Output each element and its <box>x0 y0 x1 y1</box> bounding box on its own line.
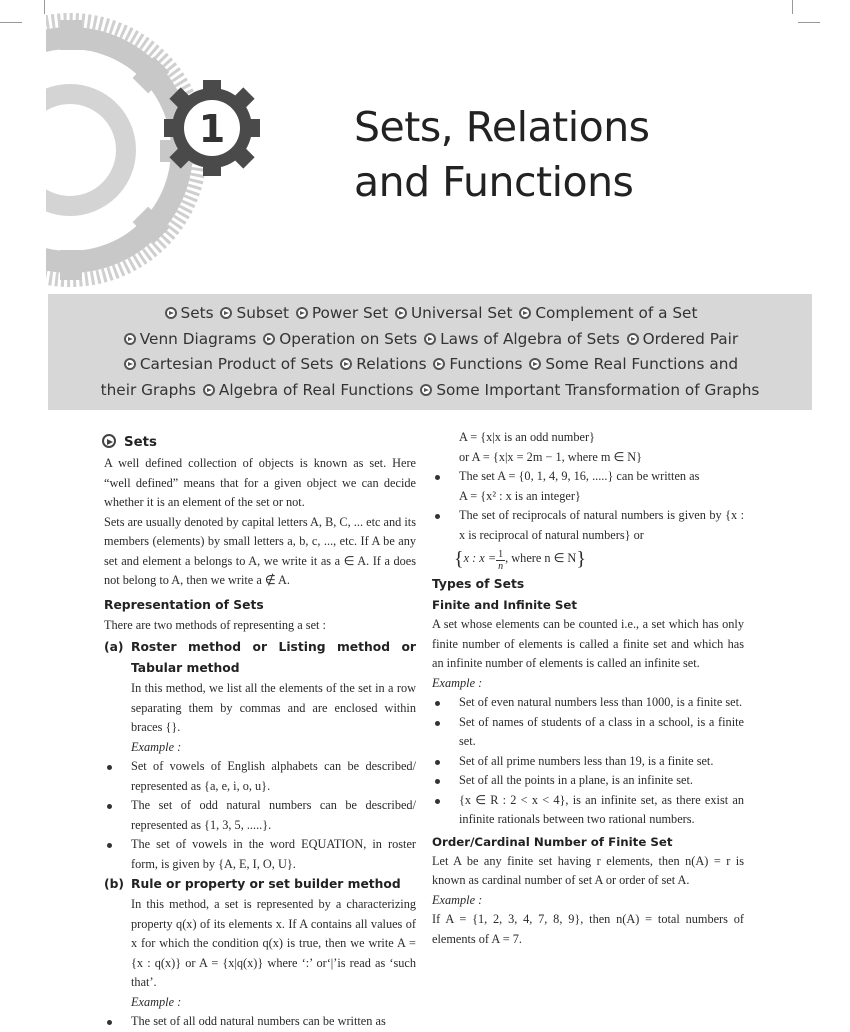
method-a-heading: (a) Roster method or Listing method or Tabular method <box>104 640 416 675</box>
chapter-number: 1 <box>198 107 226 151</box>
bullet-arrow-icon <box>627 333 639 345</box>
gear-decoration-icon <box>0 0 300 290</box>
topics-line <box>48 378 812 404</box>
topic-item: Ordered Pair <box>642 329 739 348</box>
chapter-title <box>354 100 650 210</box>
bullet-arrow-icon <box>220 307 232 319</box>
topics-line <box>48 301 812 327</box>
bullet-arrow-icon <box>420 384 432 396</box>
bullet-arrow-icon <box>263 333 275 345</box>
topic-item: Relations <box>356 355 427 373</box>
list-item: The set of odd natural numbers can be described/ represented as {1, 3, 5, .....}. <box>104 796 416 835</box>
chapter-title-line: Sets, Relations <box>354 103 650 151</box>
topic-item: Operation on Sets <box>279 329 418 348</box>
subheading-order: Order/Cardinal Number of Finite Set <box>432 834 673 849</box>
bullet-arrow-icon <box>433 358 445 370</box>
topic-item: Venn Diagrams <box>139 329 257 348</box>
paragraph: A well defined collection of objects is known as set. Here “well defined” means that for a given object we can decide whether it is an element of the set or not. <box>104 456 416 509</box>
topics-line <box>48 327 812 353</box>
example-label: Example : <box>131 994 182 1009</box>
topic-item: Subset <box>236 304 289 322</box>
paragraph: A set whose elements can be counted i.e., a set which has only finite number of elements is called a finite set and which has an infinite number of elements is called an infinite set. <box>432 617 744 670</box>
list-item: The set of all odd natural numbers can be written as <box>104 1012 416 1032</box>
bullet-arrow-icon <box>424 333 436 345</box>
topic-item: Algebra of Real Functions <box>218 380 414 399</box>
topic-item: Cartesian Product of Sets <box>139 355 334 373</box>
bullet-arrow-icon <box>296 307 308 319</box>
paragraph: In this method, we list all the elements of the set in a row separating them by commas and are enclosed within braces {}. <box>131 681 416 734</box>
subheading-finite: Finite and Infinite Set <box>432 598 578 612</box>
crop-mark <box>792 0 793 14</box>
bullet-arrow-icon <box>529 358 541 370</box>
paragraph: In this method, a set is represented by a characterizing property q(x) of its elements x. If A contains all values of x for which the condition q(x) is true, then we write A = {x : q(x)} or A = {x|q(x)} where ‘:’ or‘|’is read as ‘such that’. <box>131 897 416 989</box>
subheading-representation: Representation of Sets <box>104 597 264 612</box>
chapter-title-line: and Functions <box>354 158 634 206</box>
list-item: Set of vowels of English alphabets can be described/ represented as {a, e, i, o, u}. <box>104 757 416 796</box>
topic-item: Power Set <box>311 304 389 322</box>
topic-item: Complement of a Set <box>535 304 698 322</box>
topic-item: Sets <box>180 304 214 322</box>
left-column <box>104 432 416 1032</box>
list-item: The set A = {0, 1, 4, 9, 16, .....} can be written as <box>432 467 744 487</box>
topic-item: Universal Set <box>410 304 513 322</box>
method-b-heading: (b) Rule or property or set builder method <box>104 877 401 891</box>
math-line: or A = {x|x = 2m − 1, where m ∈ N} <box>459 449 643 464</box>
bullet-arrow-icon <box>124 333 136 345</box>
topic-item: Some Important Transformation of Graphs <box>436 380 760 399</box>
topics-box <box>48 294 812 410</box>
subheading-types: Types of Sets <box>432 577 525 591</box>
crop-mark <box>798 22 820 23</box>
list-item: Set of all the points in a plane, is an infinite set. <box>432 771 744 791</box>
example-label: Example : <box>432 892 483 907</box>
list-item: {x ∈ R : 2 < x < 4}, is an infinite set, as there exist an infinite rationals between two rational numbers. <box>432 791 744 830</box>
right-column <box>432 428 744 949</box>
math-line: A = {x|x is an odd number} <box>459 430 595 444</box>
list-item: The set of vowels in the word EQUATION, in roster form, is given by {A, E, I, O, U}. <box>104 835 416 874</box>
section-arrow-icon <box>102 434 116 448</box>
formula: {x : x = $\frac{1}{n}$ , where n ∈ N} <box>454 548 586 572</box>
paragraph: Let A be any finite set having r elements, then n(A) = r is known as cardinal number of set A or order of set A. <box>432 853 744 887</box>
math-line: A = {x² : x is an integer} <box>459 488 581 503</box>
bullet-arrow-icon <box>165 307 177 319</box>
list-item: Set of names of students of a class in a school, is a finite set. <box>432 713 744 752</box>
list-item: Set of even natural numbers less than 1000, is a finite set. <box>432 693 744 713</box>
chapter-gear-icon <box>164 80 260 176</box>
bullet-arrow-icon <box>395 307 407 319</box>
paragraph: Sets are usually denoted by capital letters A, B, C, ... etc and its members (elements) by small letters a, b, c, ..., etc. If A be any set and element a belongs to A, we write it as a ∈ A. If a does not belong to A, then we write a ∉ A. <box>104 514 416 587</box>
paragraph: If A = {1, 2, 3, 4, 7, 8, 9}, then n(A) = total numbers of elements of A = 7. <box>432 912 744 946</box>
topic-item: Functions <box>449 355 523 373</box>
section-heading-sets: Sets <box>102 432 416 454</box>
paragraph: There are two methods of representing a set : <box>104 617 326 632</box>
topic-item-continued: their Graphs <box>100 380 196 399</box>
bullet-arrow-icon <box>124 358 136 370</box>
topic-item: Some Real Functions and <box>545 355 739 373</box>
list-item: Set of all prime numbers less than 19, is a finite set. <box>432 752 744 772</box>
example-label: Example : <box>131 739 182 754</box>
list-item: The set of reciprocals of natural numbers is given by {x : x is reciprocal of natural numbers} or <box>432 506 744 545</box>
topic-item: Laws of Algebra of Sets <box>440 329 620 348</box>
example-label: Example : <box>432 675 483 690</box>
topics-line <box>48 352 812 378</box>
bullet-arrow-icon <box>203 384 215 396</box>
bullet-arrow-icon <box>340 358 352 370</box>
bullet-arrow-icon <box>519 307 531 319</box>
